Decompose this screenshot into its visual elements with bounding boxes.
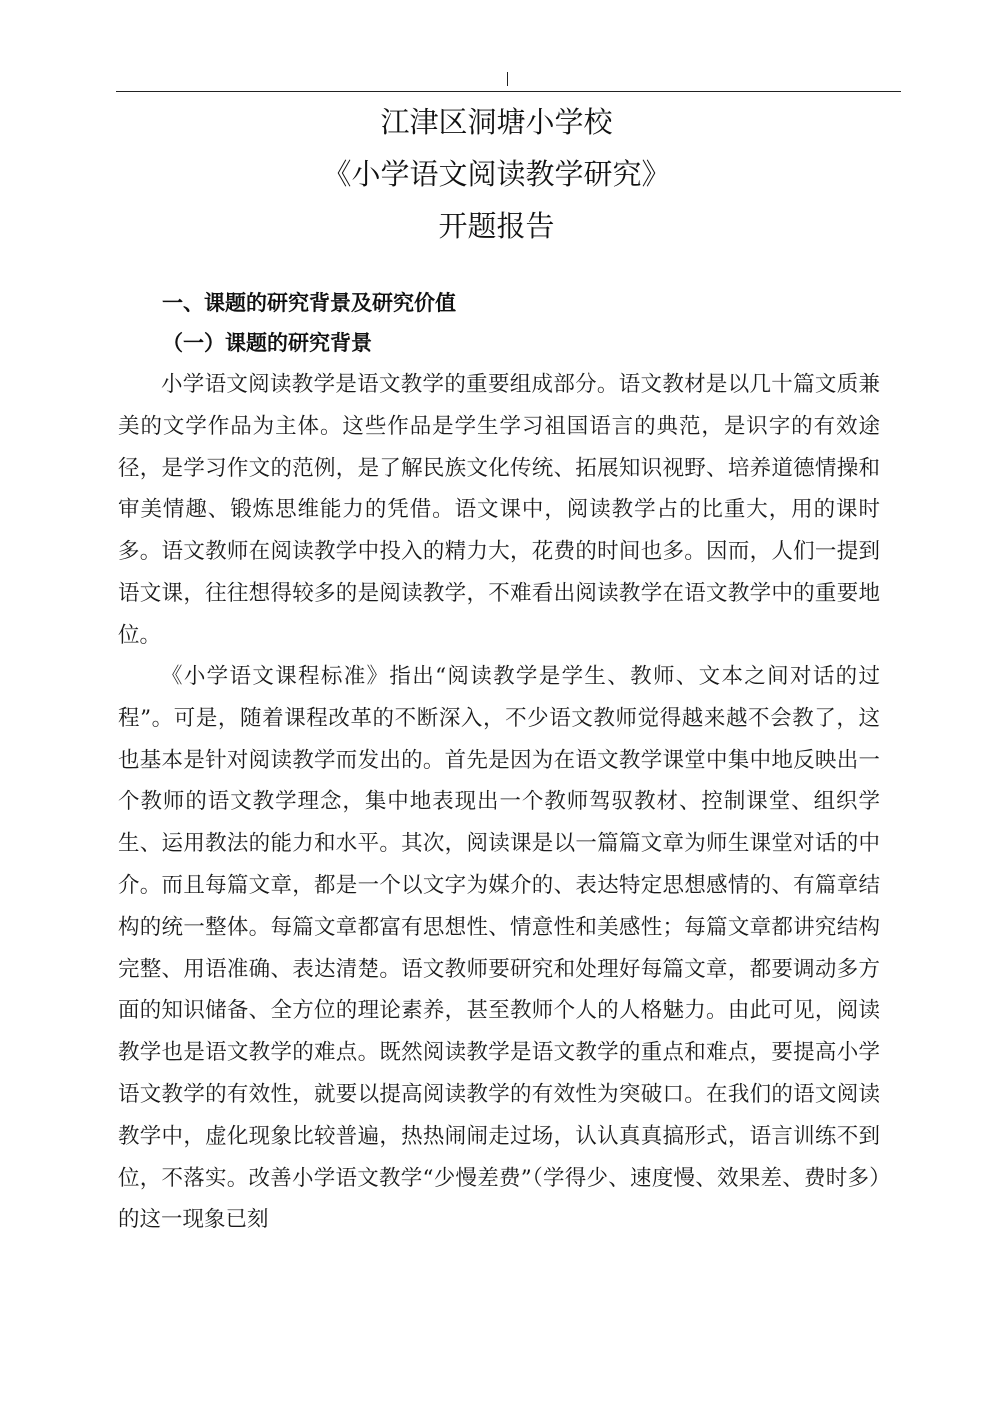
subsection-heading: （一）课题的研究背景: [162, 330, 372, 355]
body-paragraph-2: 《小学语文课程标准》指出“阅读教学是学生、教师、文本之间对话的过程”。可是，随着课程改革的不断深入，不少语文教师觉得越来越不会教了，这也基本是针对阅读教学而发出的。首先是因为在语文教学课堂中集中地反映出一个教师的语文教学理念，集中地表现出一个教师驾驭教材、控制课堂、组织学生、运用教法的能力和水平。其次，阅读课是以一篇篇文章为师生课堂对话的中介。而且每篇文章，都是一个以文字为媒介的、表达特定思想感情的、有篇章结构的统一整体。每篇文章都富有思想性、情意性和美感性；每篇文章都讲究结构完整、用语准确、表达清楚。语文教师要研究和处理好每篇文章，都要调动多方面的知识储备、全方位的理论素养，甚至教师个人的人格魅力。由此可见，阅读教学也是语文教学的难点。既然阅读教学是语文教学的重点和难点，要提高小学语文教学的有效性，就要以提高阅读教学的有效性为突破口。在我们的语文阅读教学中，虚化现象比较普遍，热热闹闹走过场，认认真真搞形式，语言训练不到位，不落实。改善小学语文教学“少慢差费”（学得少、速度慢、效果差、费时多）的这一现象已刻: [118, 664, 880, 1233]
body-paragraph-1: 小学语文阅读教学是语文教学的重要组成部分。语文教材是以几十篇文质兼美的文学作品为主体。这些作品是学生学习祖国语言的典范，是识字的有效途径，是学习作文的范例，是了解民族文化传统、拓展知识视野、培养道德情操和审美情趣、锻炼思维能力的凭借。语文课中，阅读教学占的比重大，用的课时多。语文教师在阅读教学中投入的精力大，花费的时间也多。因而，人们一提到语文课，往往想得较多的是阅读教学，不难看出阅读教学在语文教学中的重要地位。: [118, 372, 880, 648]
section-heading: 一、课题的研究背景及研究价值: [162, 290, 456, 315]
header-rule: [116, 91, 901, 92]
project-title: 《小学语文阅读教学研究》: [322, 157, 671, 191]
report-title: 开题报告: [438, 209, 555, 243]
school-title: 江津区洞塘小学校: [380, 105, 613, 139]
header-marker: [507, 72, 508, 86]
